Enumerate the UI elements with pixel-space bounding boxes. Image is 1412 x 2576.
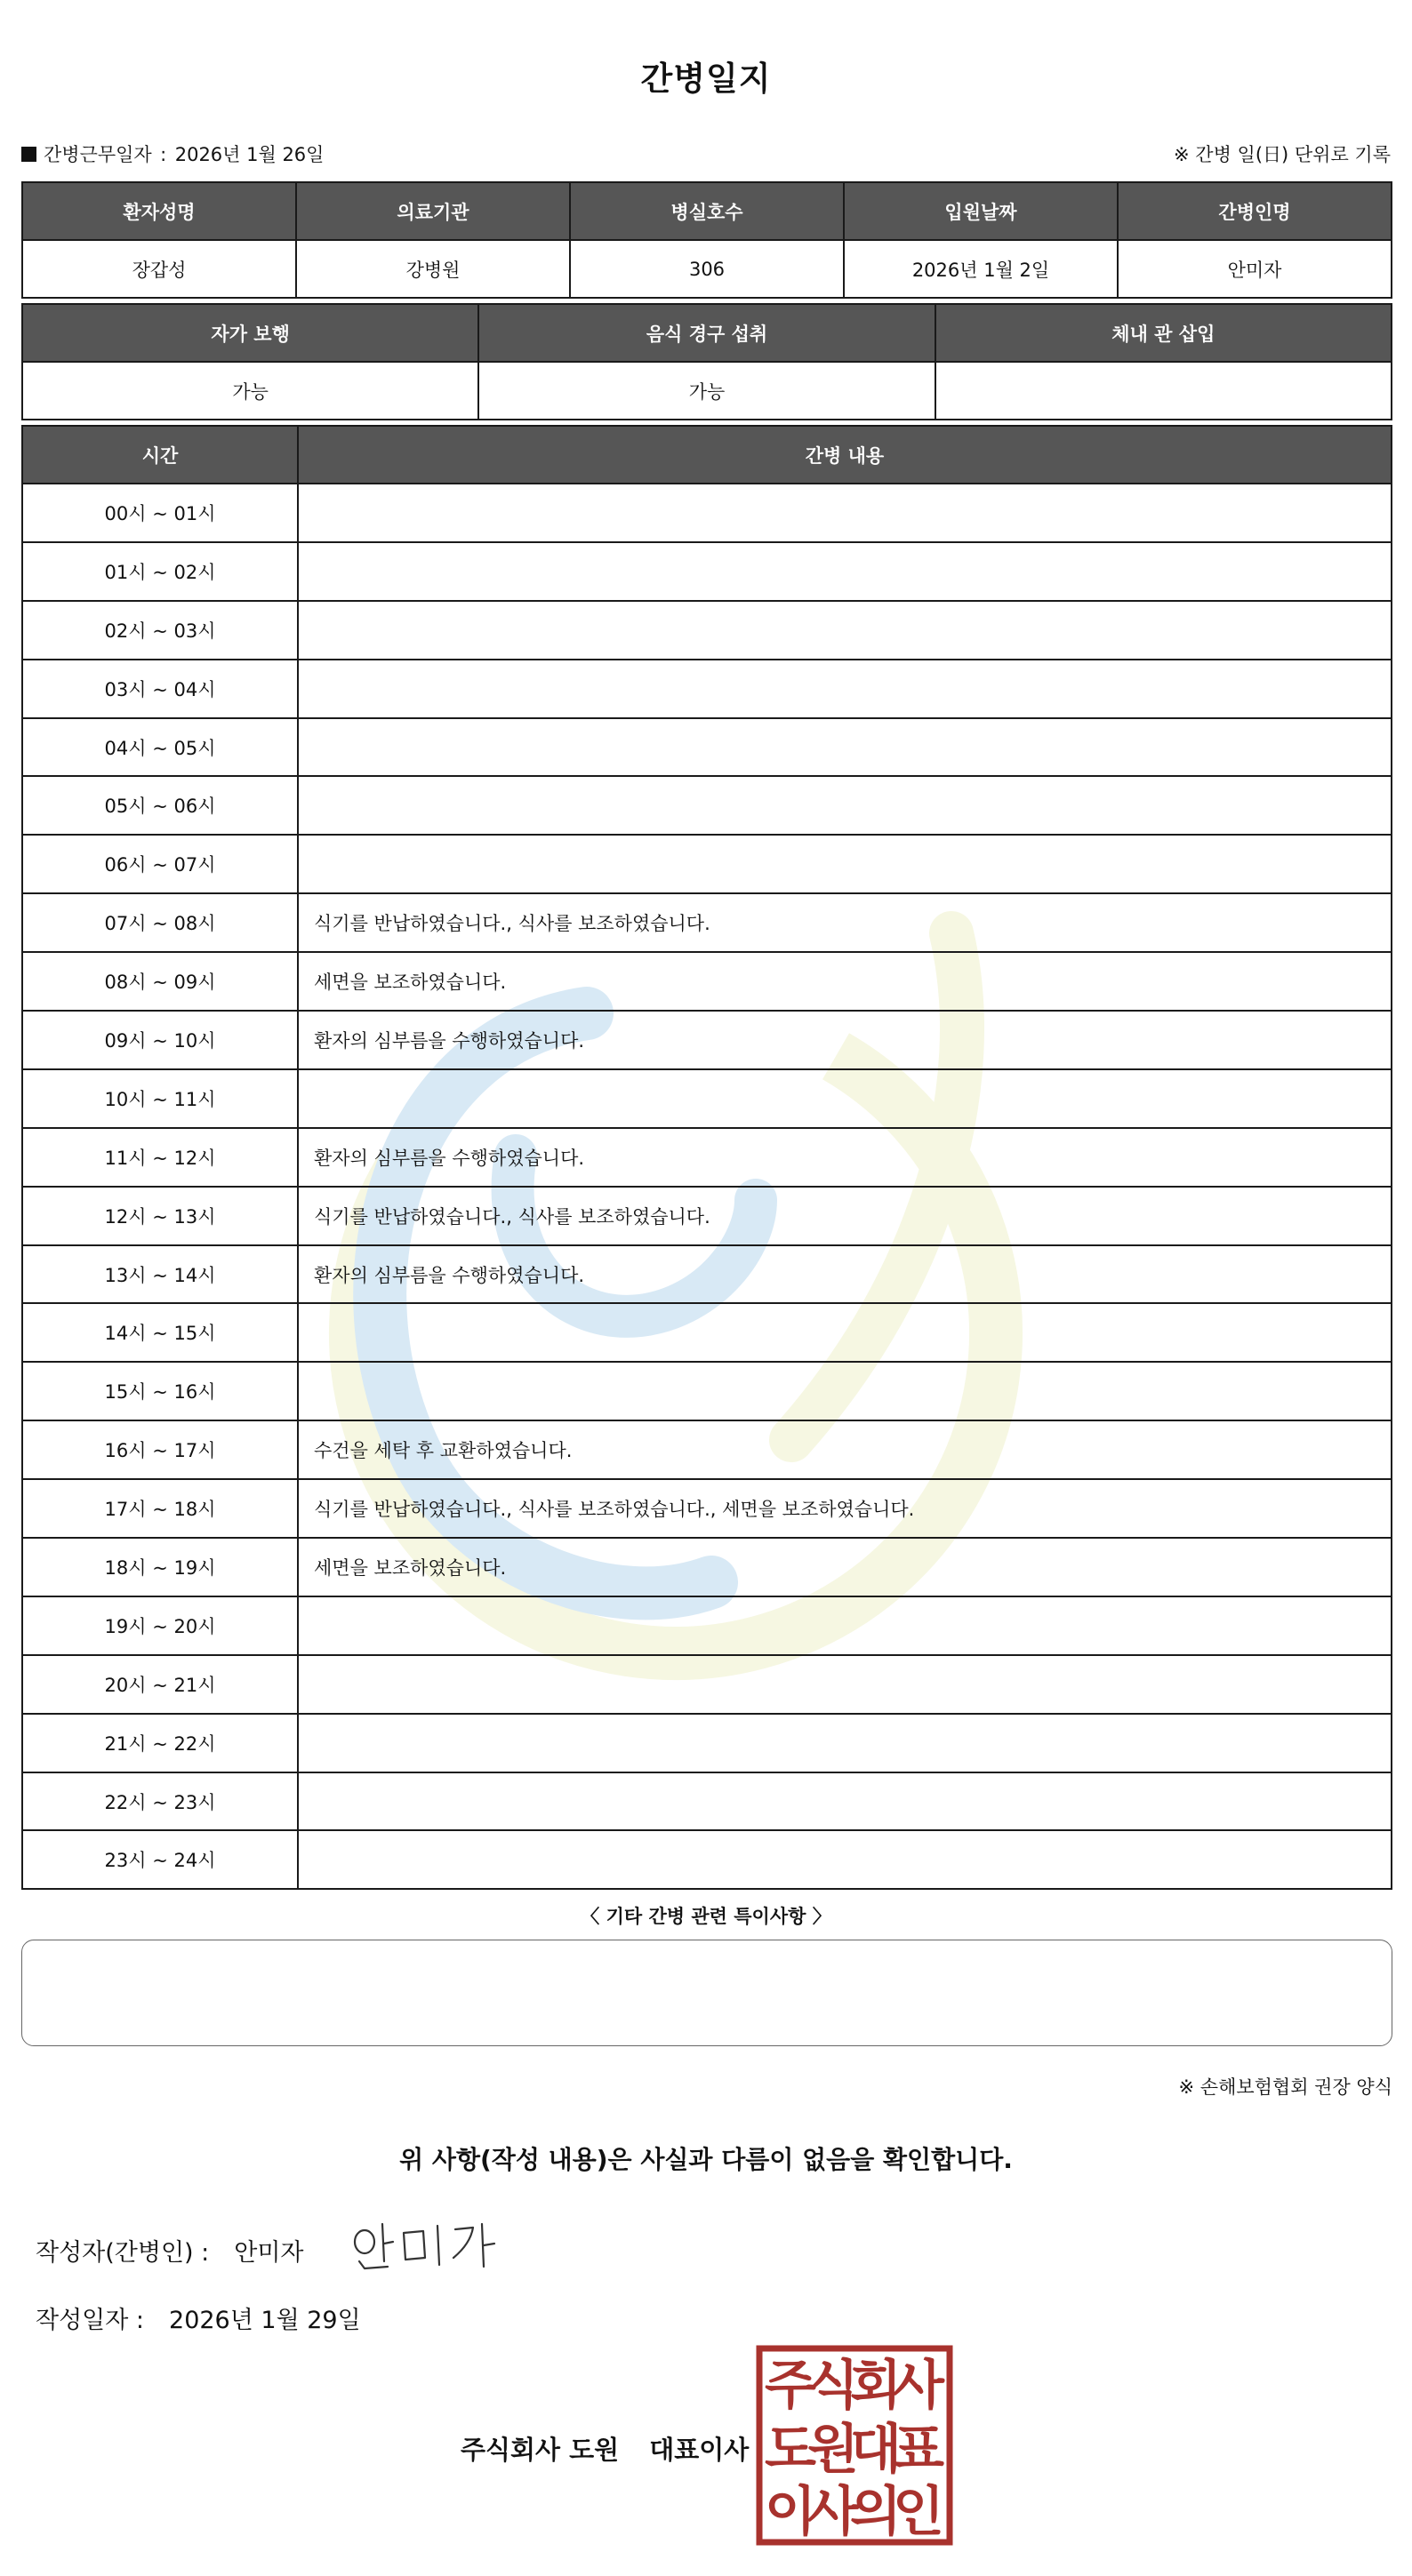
content-cell: [298, 1830, 1392, 1889]
header-hospital: 의료기관: [296, 182, 570, 240]
table-row: [22, 1479, 1392, 1538]
svg-text:이: 이: [765, 2481, 816, 2543]
document-title: 간병일지: [640, 60, 772, 98]
header-self-walking: 자가 보행: [22, 304, 478, 362]
work-date-value: 2026년 1월 26일: [174, 144, 325, 165]
notes-box: [21, 1940, 1392, 2046]
table-row: [22, 776, 1392, 835]
table-row: [22, 718, 1392, 777]
content-cell: [298, 1069, 1392, 1128]
header-patient-name: 환자성명: [22, 182, 296, 240]
meta-row: [21, 140, 1391, 167]
header-caregiver-name: 간병인명: [1118, 182, 1392, 240]
tube-insertion-value: [935, 362, 1392, 420]
company-line: [461, 2430, 749, 2467]
svg-text:도: 도: [765, 2419, 816, 2481]
content-cell: 세면을 보조하였습니다.: [298, 1538, 1392, 1596]
table-row: [22, 1596, 1392, 1655]
time-cell: 09시 ~ 10시: [22, 1011, 298, 1069]
header-oral-intake: 음식 경구 섭취: [478, 304, 935, 362]
time-cell: 06시 ~ 07시: [22, 835, 298, 893]
record-note: ※ 간병 일(日) 단위로 기록: [1174, 144, 1391, 165]
time-cell: 12시 ~ 13시: [22, 1187, 298, 1245]
svg-text:원: 원: [807, 2419, 859, 2481]
time-cell: 17시 ~ 18시: [22, 1479, 298, 1538]
time-cell: 00시 ~ 01시: [22, 484, 298, 542]
content-cell: 환자의 심부름을 수행하였습니다.: [298, 1128, 1392, 1187]
work-date-label: 간병근무일자: [44, 144, 152, 165]
time-cell: 15시 ~ 16시: [22, 1362, 298, 1420]
table-row: [22, 1187, 1392, 1245]
header-care-content: 간병 내용: [298, 426, 1392, 484]
table-row: [22, 952, 1392, 1011]
content-cell: 식기를 반납하였습니다., 식사를 보조하였습니다.: [298, 893, 1392, 952]
time-cell: 20시 ~ 21시: [22, 1655, 298, 1714]
header-admission-date: 입원날짜: [844, 182, 1118, 240]
table-row: [22, 1714, 1392, 1772]
company-name: 주식회사 도원: [461, 2435, 620, 2465]
time-cell: 04시 ~ 05시: [22, 718, 298, 777]
status-value-row: [22, 362, 1392, 420]
patient-value-row: [22, 240, 1392, 298]
table-row: [22, 1069, 1392, 1128]
time-cell: 10시 ~ 11시: [22, 1069, 298, 1128]
content-cell: [298, 542, 1392, 601]
time-cell: 08시 ~ 09시: [22, 952, 298, 1011]
table-row: [22, 1128, 1392, 1187]
time-cell: 19시 ~ 20시: [22, 1596, 298, 1655]
time-cell: 05시 ~ 06시: [22, 776, 298, 835]
time-cell: 02시 ~ 03시: [22, 601, 298, 660]
header-tube-insertion: 체내 관 삽입: [935, 304, 1392, 362]
content-cell: [298, 835, 1392, 893]
time-cell: 13시 ~ 14시: [22, 1245, 298, 1304]
svg-text:식: 식: [807, 2355, 859, 2417]
content-cell: [298, 484, 1392, 542]
table-row: [22, 484, 1392, 542]
oral-intake-value: 가능: [478, 362, 935, 420]
table-row: [22, 601, 1392, 660]
svg-text:사: 사: [893, 2355, 944, 2417]
write-date-value: 2026년 1월 29일: [169, 2307, 361, 2334]
time-cell: 11시 ~ 12시: [22, 1128, 298, 1187]
confirm-statement: 위 사항(작성 내용)은 사실과 다름이 없음을 확인합니다.: [399, 2145, 1013, 2174]
table-row: [22, 1655, 1392, 1714]
square-bullet-icon: [21, 147, 36, 162]
content-cell: 환자의 심부름을 수행하였습니다.: [298, 1011, 1392, 1069]
content-cell: 수건을 세탁 후 교환하였습니다.: [298, 1420, 1392, 1479]
svg-text:의: 의: [850, 2481, 902, 2543]
patient-header-row: [22, 182, 1392, 240]
time-cell: 07시 ~ 08시: [22, 893, 298, 952]
write-date-label: 작성일자 :: [36, 2307, 145, 2334]
hospital-value: 강병원: [296, 240, 570, 298]
table-row: [22, 1362, 1392, 1420]
table-row: [22, 1420, 1392, 1479]
time-cell: 21시 ~ 22시: [22, 1714, 298, 1772]
table-row: [22, 893, 1392, 952]
content-cell: [298, 776, 1392, 835]
table-row: [22, 660, 1392, 718]
content-cell: [298, 660, 1392, 718]
handwritten-signature: [347, 2212, 507, 2274]
content-cell: 식기를 반납하였습니다., 식사를 보조하였습니다.: [298, 1187, 1392, 1245]
svg-text:주: 주: [765, 2355, 816, 2417]
svg-text:회: 회: [850, 2355, 902, 2417]
work-date: [21, 140, 324, 167]
table-row: [22, 542, 1392, 601]
content-cell: 환자의 심부름을 수행하였습니다.: [298, 1245, 1392, 1304]
time-cell: 01시 ~ 02시: [22, 542, 298, 601]
write-date-line: [36, 2300, 361, 2335]
table-row: [22, 1303, 1392, 1362]
log-header-row: [22, 426, 1392, 484]
content-cell: [298, 1303, 1392, 1362]
content-cell: [298, 1772, 1392, 1831]
caregiver-name-value: 안미자: [1118, 240, 1392, 298]
content-cell: 식기를 반납하였습니다., 식사를 보조하였습니다., 세면을 보조하였습니다.: [298, 1479, 1392, 1538]
company-seal-stamp: [756, 2345, 953, 2546]
care-log-table: [21, 425, 1392, 1890]
patient-info-table: [21, 181, 1392, 299]
time-cell: 03시 ~ 04시: [22, 660, 298, 718]
writer-label: 작성자(간병인) :: [36, 2239, 210, 2267]
content-cell: [298, 601, 1392, 660]
patient-name-value: 장갑성: [22, 240, 296, 298]
status-header-row: [22, 304, 1392, 362]
content-cell: [298, 1596, 1392, 1655]
writer-name: 안미자: [234, 2239, 304, 2267]
content-cell: [298, 718, 1392, 777]
svg-text:사: 사: [807, 2481, 859, 2543]
time-cell: 16시 ~ 17시: [22, 1420, 298, 1479]
ceo-title: 대표이사: [649, 2435, 750, 2465]
notes-heading: 〈 기타 간병 관련 특이사항 〉: [581, 1906, 831, 1927]
header-time: 시간: [22, 426, 298, 484]
header-room-number: 병실호수: [570, 182, 844, 240]
admission-date-value: 2026년 1월 2일: [844, 240, 1118, 298]
content-cell: [298, 1714, 1392, 1772]
content-cell: 세면을 보조하였습니다.: [298, 952, 1392, 1011]
table-row: [22, 1538, 1392, 1596]
svg-text:대: 대: [850, 2419, 902, 2481]
work-date-separator: :: [160, 144, 167, 165]
status-table: [21, 303, 1392, 420]
recommend-note: ※ 손해보험협회 권장 양식: [1178, 2076, 1392, 2098]
table-row: [22, 1245, 1392, 1304]
svg-text:표: 표: [893, 2419, 944, 2481]
table-row: [22, 835, 1392, 893]
time-cell: 23시 ~ 24시: [22, 1830, 298, 1889]
table-row: [22, 1011, 1392, 1069]
content-cell: [298, 1655, 1392, 1714]
svg-text:인: 인: [893, 2481, 944, 2543]
content-cell: [298, 1362, 1392, 1420]
time-cell: 22시 ~ 23시: [22, 1772, 298, 1831]
table-row: [22, 1772, 1392, 1831]
time-cell: 14시 ~ 15시: [22, 1303, 298, 1362]
writer-line: [36, 2233, 304, 2268]
time-cell: 18시 ~ 19시: [22, 1538, 298, 1596]
table-row: [22, 1830, 1392, 1889]
room-number-value: 306: [570, 240, 844, 298]
self-walking-value: 가능: [22, 362, 478, 420]
